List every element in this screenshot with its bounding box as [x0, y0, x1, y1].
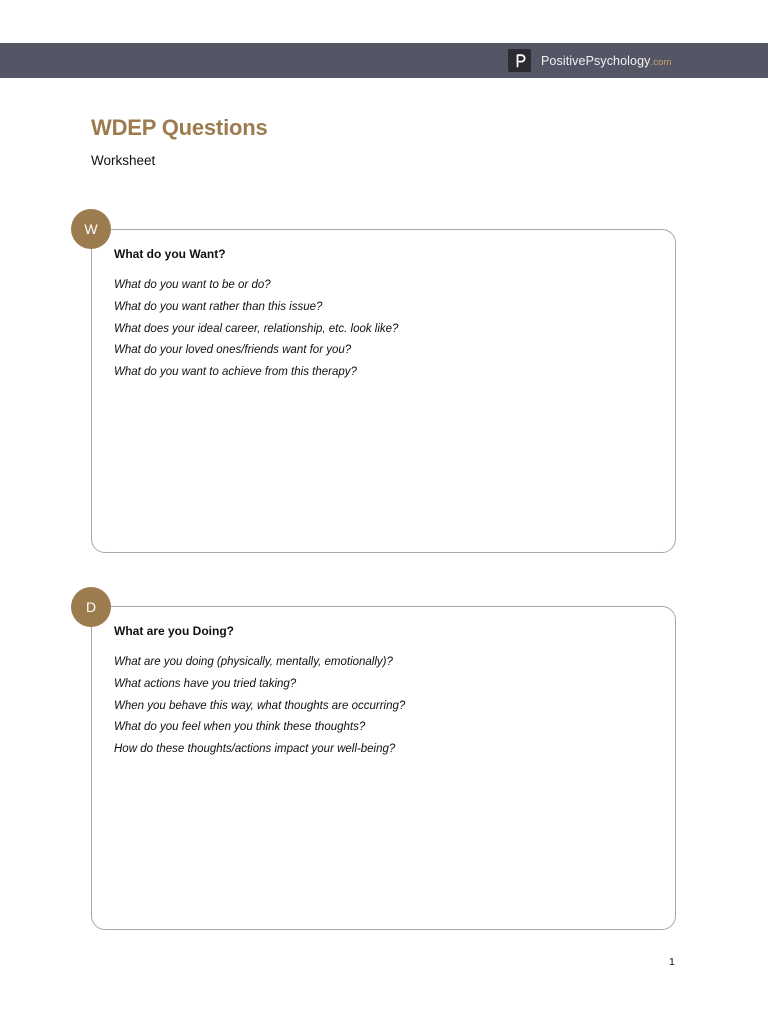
page-number: 1 — [669, 956, 675, 968]
brand-suffix: .com — [650, 56, 672, 68]
question-item: What do your loved ones/friends want for you? — [114, 344, 352, 357]
question-item: When you behave this way, what thoughts are occurring? — [114, 699, 406, 712]
question-item: What does your ideal career, relationship, etc. look like? — [114, 322, 399, 335]
positive-psychology-p-logo-icon — [508, 49, 531, 72]
doing-section-box — [91, 606, 676, 930]
doing-question-list — [114, 652, 405, 761]
doing-section-heading: What are you Doing? — [114, 624, 234, 638]
question-item: What do you want to achieve from this therapy? — [114, 366, 357, 379]
question-item: What actions have you tried taking? — [114, 677, 297, 690]
doing-letter-badge: D — [71, 587, 111, 627]
question-item: How do these thoughts/actions impact your well-being? — [114, 743, 396, 756]
question-item: What are you doing (physically, mentally, emotionally)? — [114, 656, 393, 668]
question-item: What do you feel when you think these thoughts? — [114, 721, 366, 734]
brand[interactable] — [508, 49, 672, 72]
brand-name: PositivePsychology.com — [541, 53, 672, 68]
page-subtitle: Worksheet — [91, 153, 156, 168]
question-item: What do you want rather than this issue? — [114, 300, 323, 313]
want-question-list — [114, 275, 398, 384]
page-title: WDEP Questions — [91, 115, 268, 140]
header-bar — [0, 43, 768, 78]
want-section-box — [91, 229, 676, 553]
want-section-heading: What do you Want? — [114, 247, 226, 261]
question-item: What do you want to be or do? — [114, 279, 271, 291]
want-letter-badge: W — [71, 209, 111, 249]
